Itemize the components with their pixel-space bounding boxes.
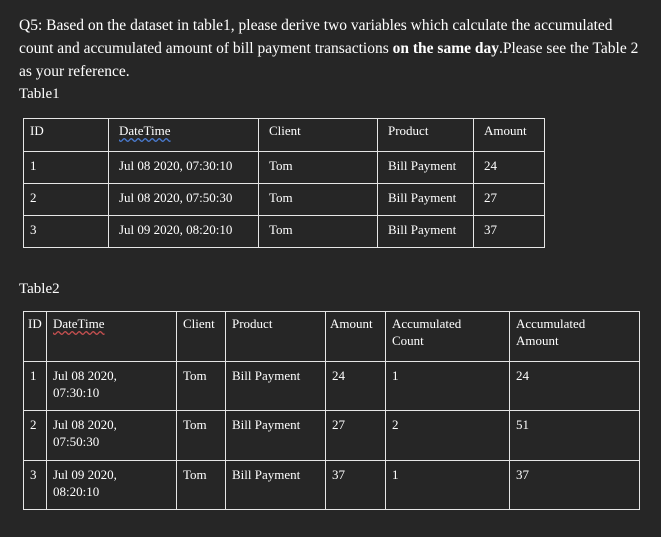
table1-cell-product: Bill Payment	[388, 222, 457, 237]
table1-header-datetime: DateTime	[119, 123, 171, 138]
table1-cell-id: 2	[30, 190, 37, 205]
table1-cell-amount: 24	[484, 158, 497, 173]
table2-cell-accumulated-count: 1	[392, 368, 399, 383]
table1-cell-datetime: Jul 08 2020, 07:30:10	[119, 158, 233, 173]
table-row	[24, 461, 640, 510]
table2-header-accumulated-count: Accumulated Count	[392, 316, 462, 348]
table1-header-row	[24, 119, 545, 152]
table2-header-amount: Amount	[330, 316, 373, 331]
table2-cell-accumulated-amount: 51	[516, 417, 529, 432]
table2-cell-product: Bill Payment	[232, 467, 301, 482]
table2-cell-accumulated-amount: 24	[516, 368, 529, 383]
table2-cell-id: 2	[30, 417, 37, 432]
table2-cell-amount: 27	[332, 417, 345, 432]
table1-cell-id: 3	[30, 222, 37, 237]
table1-caption: Table1	[19, 86, 60, 102]
table1-header-client: Client	[269, 123, 301, 138]
table-row	[24, 216, 545, 248]
question-emphasis: on the same day	[392, 40, 499, 57]
table2-cell-date: Jul 08 2020,	[53, 417, 117, 432]
table2	[23, 311, 640, 510]
table2-cell-amount: 24	[332, 368, 345, 383]
table2-header-id: ID	[28, 316, 42, 331]
table2-cell-time: 07:30:10	[53, 385, 100, 400]
table1-cell-amount: 37	[484, 222, 497, 237]
table2-caption: Table2	[19, 281, 60, 297]
table1-cell-product: Bill Payment	[388, 158, 457, 173]
table1-header-amount: Amount	[484, 123, 527, 138]
table1	[23, 118, 545, 248]
table2-header-row	[24, 312, 640, 362]
table-row	[24, 362, 640, 411]
table2-cell-product: Bill Payment	[232, 368, 301, 383]
table2-cell-accumulated-count: 2	[392, 417, 399, 432]
table1-header-id: ID	[30, 123, 44, 138]
table1-cell-client: Tom	[269, 222, 293, 237]
table1-cell-amount: 27	[484, 190, 497, 205]
table2-cell-client: Tom	[183, 368, 207, 383]
table2-cell-id: 1	[30, 368, 37, 383]
table2-header-client: Client	[183, 316, 215, 331]
table2-cell-time: 08:20:10	[53, 484, 100, 499]
table2-cell-accumulated-count: 1	[392, 467, 399, 482]
table2-cell-time: 07:50:30	[53, 434, 100, 449]
table2-header-datetime: DateTime	[53, 316, 105, 331]
table2-cell-date: Jul 09 2020,	[53, 467, 117, 482]
table2-cell-date: Jul 08 2020,	[53, 368, 117, 383]
table1-cell-datetime: Jul 08 2020, 07:50:30	[119, 190, 233, 205]
table1-cell-id: 1	[30, 158, 37, 173]
table-row	[24, 184, 545, 216]
table2-cell-id: 3	[30, 467, 37, 482]
table2-header-accumulated-amount: Accumulated Amount	[516, 316, 586, 348]
table1-cell-datetime: Jul 09 2020, 08:20:10	[119, 222, 233, 237]
question-part2: .Please see the Table 2 as your reference.	[19, 40, 639, 80]
table2-cell-client: Tom	[183, 467, 207, 482]
table1-cell-client: Tom	[269, 190, 293, 205]
table1-cell-client: Tom	[269, 158, 293, 173]
table2-cell-client: Tom	[183, 417, 207, 432]
table1-header-product: Product	[388, 123, 429, 138]
question-text	[19, 14, 649, 83]
table2-cell-amount: 37	[332, 467, 345, 482]
table2-cell-product: Bill Payment	[232, 417, 301, 432]
table2-header-product: Product	[232, 316, 273, 331]
table1-cell-product: Bill Payment	[388, 190, 457, 205]
table-row	[24, 152, 545, 184]
question-part1: Q5: Based on the dataset in table1, please derive two variables which calculate the accumulated count and accumulated amount of bill payment transactions	[19, 17, 613, 57]
table2-cell-accumulated-amount: 37	[516, 467, 529, 482]
table-row	[24, 411, 640, 461]
